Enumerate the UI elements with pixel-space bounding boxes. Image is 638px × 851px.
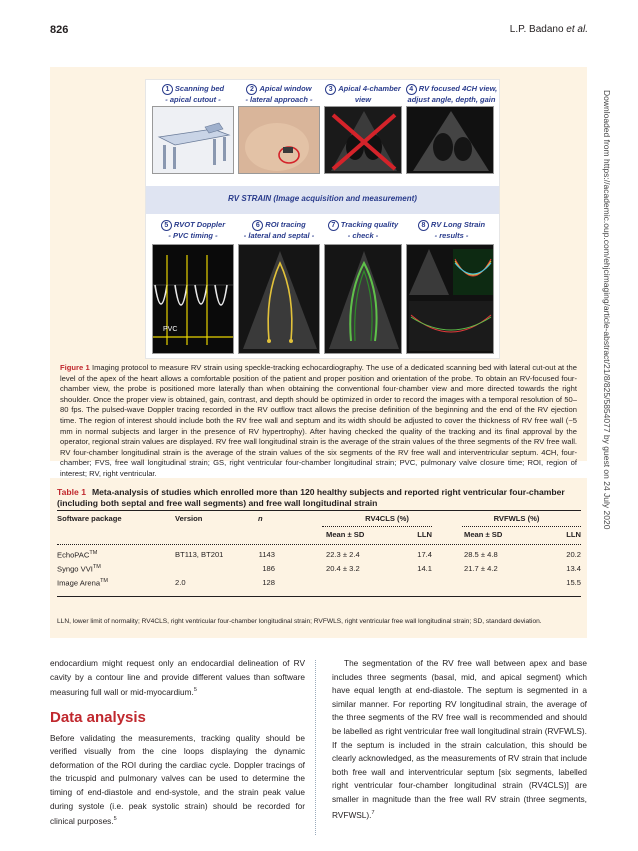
left-paragraph-1 [50,657,305,700]
figure-1-label: Figure 1 [60,363,90,372]
step-4-label [404,84,499,104]
header-software: Software package [57,514,122,523]
page-number: 826 [50,24,69,36]
table-top-rule [57,510,581,511]
step-6-title: ROI tracing [265,220,306,229]
row-2-rvfw-lln: 13.4 [566,564,581,573]
row-1-n: 1143 [258,550,275,559]
table-1-label: Table 1 [57,487,86,497]
tracking-quality-drawing [325,245,402,354]
header-n: n [258,514,263,523]
row-1-rv4-mean: 22.3 ± 2.4 [326,550,360,559]
running-author [510,24,588,35]
scanning-bed-image [152,106,234,174]
step-5-title: RVOT Doppler [173,220,226,229]
apical-4ch-echo-image [324,106,402,174]
step-7-number: 7 [328,220,339,231]
step-1-number: 1 [162,84,173,95]
roi-tracing-image [238,244,320,354]
step-2-title: Apical window [259,84,312,93]
row-2-software-name: Syngo VVI [57,564,93,574]
step-8-number: 8 [418,220,429,231]
step-2-sub: - lateral approach - [245,95,313,104]
row-3-software-name: Image Arena [57,578,101,588]
strain-curves-drawing [407,245,494,354]
step-3-sub: view [354,95,372,104]
step-8-sub: - results - [434,231,469,240]
step-1-title: Scanning bed [174,84,225,93]
row-1-tm: TM [89,550,98,556]
left-paragraph-1-ref: 5 [193,687,197,694]
section-heading-data-analysis: Data analysis [50,708,146,726]
figure-illustration [145,79,500,359]
apical-window-photo [238,106,320,174]
header-rv4cls: RV4CLS (%) [365,514,409,523]
patient-torso-drawing [239,107,320,174]
step-5-number: 5 [161,220,172,231]
step-4-number: 4 [406,84,417,95]
header-rvfw-lln: LLN [566,530,581,539]
running-head [50,24,588,38]
step-8-label [404,220,499,240]
doppler-tracing-drawing [153,245,234,354]
rv4cls-group-rule [322,526,432,527]
step-2-number: 2 [246,84,257,95]
table-header-rule [57,544,581,545]
row-2-rv4-mean: 20.4 ± 3.2 [326,564,360,573]
step-3-title: Apical 4-chamber [338,84,401,93]
author-suffix: et al. [563,24,588,35]
right-paragraph-1-text: The segmentation of the RV free wall between apex and base includes three segments (basal, mid, and apical segment) which have equal length at end-diastole. The septum is segmented in a similar manner. For reporting RV longitudinal strain, the average of the three segments of the RV free wall is recommended and should be labelled as right ventricular free wall longitudinal strain (RVFWLS). If the septum is included in the strain calculation, this should be clearly acknowledged, as the measurements of RV strain that include both free wall and interventricular septum [six segments, labelled right ventricular four-chamber longitudinal strain (RV4CLS)] are smaller in magnitude than the free wall RV strain (three segments, RVFWSL). [332,658,587,820]
figure-1-caption-text: Imaging protocol to measure RV strain using speckle-tracking echocardiography. The use of a dedicated scanning bed with lateral cut-out at the level of the apex of the heart allows a comfortable position of the patient and proper position and orientation of the probe. To obtain an RV-focused four-chamber view, the probe is positioned more laterally than when obtaining the conventional four-chamber view and more directed towards the right shoulder. Once the proper view is obtained, gain, contrast, and depth should be optimized in order to record the images with a temporal resolution of 50–80 fps. The pulsed-wave Doppler tracing recorded in the RV outflow tract allows the precise definition of the beginning and the end of the RV ejection time. The region of interest should include both the RV free wall and septum and its width should be adjusted to cover the thickness of RV free wall (~5 mm in normal subjects and larger in the presence of RV hypertrophy). After having checked the quality of the tracking and its final approval by the operator, regional strain values are displayed. RV free wall longitudinal strain is the average of the strain values of the three segments of the RV free wall. RV four-chamber longitudinal strain is the average of the strain values of the six segments of the RV free wall and interventricular septum. 4CH, four-chamber; FVS, free wall longitudinal strain; GS, right ventricular four-chamber longitudinal strain; PVC, pulmonary valve closure time; ROI, region of interest; RV, right ventricular. [60,363,577,478]
left-paragraph-2-ref: 5 [113,816,117,823]
row-2-rvfw-mean: 21.7 ± 4.2 [464,564,498,573]
step-6-label [236,220,322,240]
row-1-version: BT113, BT201 [175,550,224,559]
figure-1 [50,67,587,478]
rv-focused-view-drawing [407,107,494,174]
row-1-rvfw-mean: 28.5 ± 4.8 [464,550,498,559]
header-rvfwls: RVFWLS (%) [493,514,540,523]
header-rvfw-mean-sd: Mean ± SD [464,530,503,539]
crossed-out-4ch-view [325,107,402,174]
author-name: L.P. Badano [509,24,564,35]
rvfwls-group-rule [462,526,581,527]
left-paragraph-2-text: Before validating the measurements, tracking quality should be verified visually from the cine loops displaying the dynamic deformation of the ROI during the cardiac cycle. Doppler tracings of the tricuspid and pulmonary valves can be used to determine the timing of end-diastole and end-systole, and the strain peak value during systole (i.e. peak systolic strain) should be recorded for clinical purposes. [50,732,305,826]
row-3-software [57,578,108,588]
table-1-title-text: Meta-analysis of studies which enrolled more than 120 healthy subjects and reported right ventricular four-chamber (including both septal and free wall segments) and free wall longitudinal strain [57,487,565,508]
step-7-label [322,220,404,240]
right-paragraph-1 [332,657,587,822]
header-rv4-lln: LLN [417,530,432,539]
row-2-software [57,564,101,574]
row-2-rv4-lln: 14.1 [417,564,432,573]
column-divider [315,660,316,835]
step-8-title: RV Long Strain [430,220,486,229]
left-column [50,657,305,828]
tracking-quality-image [324,244,402,354]
table-1-footnote: LLN, lower limit of normality; RV4CLS, right ventricular four-chamber longitudinal strain; RVFWLS, right ventricular free wall longitudinal strain; SD, standard deviation. [57,618,542,625]
step-5-label [150,220,236,240]
row-1-rv4-lln: 17.4 [417,550,432,559]
rv-focused-4ch-echo-image [406,106,494,174]
row-3-version: 2.0 [175,578,186,587]
rv-strain-banner [146,186,499,214]
rv-strain-banner-text: RV STRAIN (Image acquisition and measurement) [228,194,417,203]
table-1 [50,478,587,638]
rv-long-strain-results-image [406,244,494,354]
row-1-software [57,550,97,560]
step-6-number: 6 [252,220,263,231]
step-2-label [236,84,322,104]
row-3-rvfw-lln: 15.5 [566,578,581,587]
right-column [332,657,587,822]
rvot-doppler-image [152,244,234,354]
step-3-number: 3 [325,84,336,95]
step-4-sub: adjust angle, depth, gain [407,95,496,104]
row-2-n: 186 [262,564,275,573]
table-bottom-rule [57,596,581,597]
right-paragraph-1-ref: 7 [371,809,375,816]
step-1-sub: - apical cutout - [165,95,221,104]
table-1-title [57,487,581,509]
pvc-label: PVC [163,326,178,333]
step-3-label [322,84,404,104]
left-paragraph-1-text: endocardium might request only an endocardial delineation of RV cavity by a contour line and provide different values than software measuring full wall or mid-myocardium. [50,658,305,697]
header-rv4-mean-sd: Mean ± SD [326,530,365,539]
roi-tracing-drawing [239,245,320,354]
header-version: Version [175,514,203,523]
row-3-n: 128 [262,578,275,587]
scanning-bed-drawing [153,107,234,174]
row-1-rvfw-lln: 20.2 [566,550,581,559]
row-1-software-name: EchoPAC [57,550,90,560]
left-paragraph-2 [50,732,305,829]
step-7-sub: - check - [347,231,379,240]
step-4-title: RV focused 4CH view, [418,84,498,93]
row-2-tm: TM [92,564,101,570]
figure-1-caption [60,363,577,480]
step-7-title: Tracking quality [340,220,399,229]
step-1-label [150,84,236,104]
step-6-sub: - lateral and septal - [243,231,315,240]
download-note: Downloaded from https://academic.oup.com/ehjcimaging/article-abstract/21/8/825/5854077 by guest on 24 July 2020 [602,90,612,530]
row-3-tm: TM [100,578,109,584]
step-5-sub: - PVC timing - [168,231,218,240]
